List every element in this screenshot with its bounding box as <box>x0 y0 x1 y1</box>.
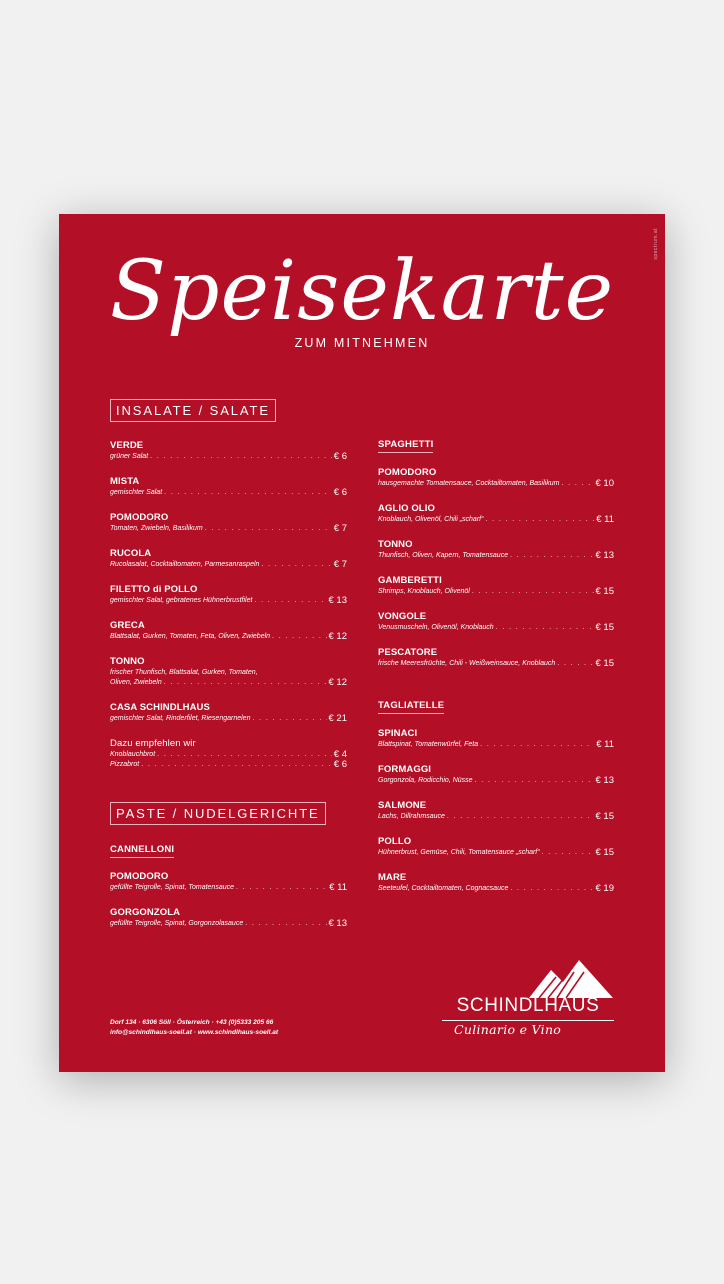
list-item <box>110 702 347 724</box>
section-heading-paste: PASTE / NUDELGERICHTE <box>110 802 326 825</box>
item-price: € 10 <box>595 478 614 489</box>
item-name: GAMBERETTI <box>378 575 442 586</box>
contact-footer <box>110 1018 278 1038</box>
item-price: € 15 <box>595 586 614 597</box>
list-item <box>110 548 347 570</box>
item-description: Shrimps, Knoblauch, Olivenöl <box>378 588 470 595</box>
list-item <box>378 836 614 858</box>
list-item <box>110 907 347 929</box>
item-name: MISTA <box>110 476 140 487</box>
item-name: RUCOLA <box>110 548 152 559</box>
item-description: gefüllte Teigrolle, Spinat, Gorgonzolasauce <box>110 920 244 927</box>
item-name: AGLIO OLIO <box>378 503 435 514</box>
left-column <box>110 399 347 929</box>
item-price: € 12 <box>328 631 347 642</box>
list-item <box>378 728 614 750</box>
item-description: Lachs, Dillrahmsauce <box>378 813 445 820</box>
item-price: € 11 <box>596 739 614 750</box>
brand-divider <box>442 1020 614 1021</box>
item-description: Oliven, Zwiebeln <box>110 679 162 686</box>
item-name: POMODORO <box>378 467 437 478</box>
brand-tagline: Culinario e Vino <box>454 1022 562 1037</box>
menu-subtitle: ZUM MITNEHMEN <box>294 336 430 350</box>
item-description: Knoblauchbrot <box>110 751 156 758</box>
list-item <box>378 611 614 633</box>
list-item <box>378 467 614 489</box>
item-price: € 13 <box>595 775 614 786</box>
item-description: grüner Salat <box>110 453 149 460</box>
item-price: € 15 <box>595 811 614 822</box>
item-price: € 13 <box>328 595 347 606</box>
item-name: GRECA <box>110 620 145 631</box>
item-price: € 12 <box>328 677 347 688</box>
subsection-heading-cannelloni: CANNELLONI <box>110 844 174 858</box>
item-description: gefüllte Teigrolle, Spinat, Tomatensauce <box>110 884 235 891</box>
item-name: CASA SCHINDLHAUS <box>110 702 210 713</box>
item-name: GORGONZOLA <box>110 907 181 918</box>
item-price: € 15 <box>595 622 614 633</box>
item-price: € 13 <box>595 550 614 561</box>
list-item <box>378 764 614 786</box>
item-price: € 19 <box>595 883 614 894</box>
list-item <box>378 575 614 597</box>
section-heading-tagliatelle: TAGLIATELLE <box>378 700 444 714</box>
item-price: € 7 <box>333 523 347 534</box>
list-item-extras <box>110 738 347 770</box>
item-description: Thunfisch, Oliven, Kapern, Tomatensauce <box>378 552 509 559</box>
list-item <box>378 647 614 669</box>
right-column <box>378 434 614 894</box>
item-price: € 7 <box>333 559 347 570</box>
list-item <box>110 871 347 893</box>
section-heading-salate: INSALATE / SALATE <box>110 399 276 422</box>
item-name: POMODORO <box>110 871 169 882</box>
agency-credit: spectrum.at <box>653 228 659 260</box>
list-item <box>378 872 614 894</box>
list-item <box>110 476 347 498</box>
item-price: € 6 <box>333 451 347 462</box>
list-item <box>110 512 347 534</box>
item-description: Venusmuscheln, Olivenöl, Knoblauch <box>378 624 494 631</box>
item-description: Seeteufel, Cocktailtomaten, Cognacsauce <box>378 885 509 892</box>
item-name: PESCATORE <box>378 647 438 658</box>
item-price: € 6 <box>333 487 347 498</box>
list-item <box>378 503 614 525</box>
web-line: info@schindlhaus-soell.at · www.schindlhaus-soell.at <box>110 1029 279 1036</box>
menu-title: Speisekarte <box>109 244 615 339</box>
item-description: Blattsalat, Gurken, Tomaten, Feta, Oliven, Zwiebeln <box>110 633 271 640</box>
item-description: gemischter Salat, gebratenes Hühnerbrustfilet <box>110 597 253 604</box>
item-description: Gorgonzola, Rodicchio, Nüsse <box>378 777 473 784</box>
item-description: Hühnerbrust, Gemüse, Chili, Tomatensauce „scharf“ <box>378 849 540 856</box>
list-item <box>110 620 347 642</box>
list-item <box>378 539 614 561</box>
section-heading-spaghetti: SPAGHETTI <box>378 439 433 453</box>
list-item <box>110 440 347 462</box>
item-description: gemischter Salat <box>110 489 163 496</box>
item-description: hausgemachte Tomatensauce, Cocktailtomaten, Basilikum <box>378 480 560 487</box>
item-price: € 11 <box>329 882 347 893</box>
item-price: € 21 <box>328 713 347 724</box>
list-item <box>378 800 614 822</box>
item-description: Knoblauch, Olivenöl, Chili „scharf“ <box>378 516 484 523</box>
item-price: € 6 <box>333 759 347 770</box>
item-description: Blattspinat, Tomatenwürfel, Feta <box>378 741 479 748</box>
item-name: FILETTO di POLLO <box>110 584 198 595</box>
item-price: € 13 <box>328 918 347 929</box>
item-price: € 11 <box>596 514 614 525</box>
item-name: VONGOLE <box>378 611 427 622</box>
item-name: MARE <box>378 872 407 883</box>
address-line: Dorf 134 · 6306 Söll · Österreich · +43 (0)5333 205 66 <box>110 1019 274 1026</box>
item-description: Rucolasalat, Cocktailtomaten, Parmesanraspeln <box>110 561 260 568</box>
item-price: € 15 <box>595 658 614 669</box>
item-name: SPINACI <box>378 728 418 739</box>
mountain-roof-icon <box>529 960 613 998</box>
item-description-line: frischer Thunfisch, Blattsalat, Gurken, Tomaten, <box>110 669 258 676</box>
item-name: VERDE <box>110 440 144 451</box>
item-description: frische Meeresfrüchte, Chili - Weißweinsauce, Knoblauch <box>378 660 556 667</box>
item-name: SALMONE <box>378 800 427 811</box>
list-item <box>110 656 347 688</box>
list-item <box>110 584 347 606</box>
item-name: TONNO <box>378 539 413 550</box>
item-description: Tomaten, Zwiebeln, Basilikum <box>110 525 203 532</box>
item-name: TONNO <box>110 656 145 667</box>
item-name: Dazu empfehlen wir <box>110 738 196 749</box>
item-name: POLLO <box>378 836 412 847</box>
item-description: gemischter Salat, Rinderfilet, Riesengarnelen <box>110 715 251 722</box>
item-name: POMODORO <box>110 512 169 523</box>
item-price: € 15 <box>595 847 614 858</box>
item-description: Pizzabrot <box>110 761 140 768</box>
menu-card <box>59 214 665 1072</box>
item-price: € 4 <box>333 749 347 760</box>
brand-name: SCHINDLHAUS <box>456 995 600 1016</box>
item-name: FORMAGGI <box>378 764 432 775</box>
